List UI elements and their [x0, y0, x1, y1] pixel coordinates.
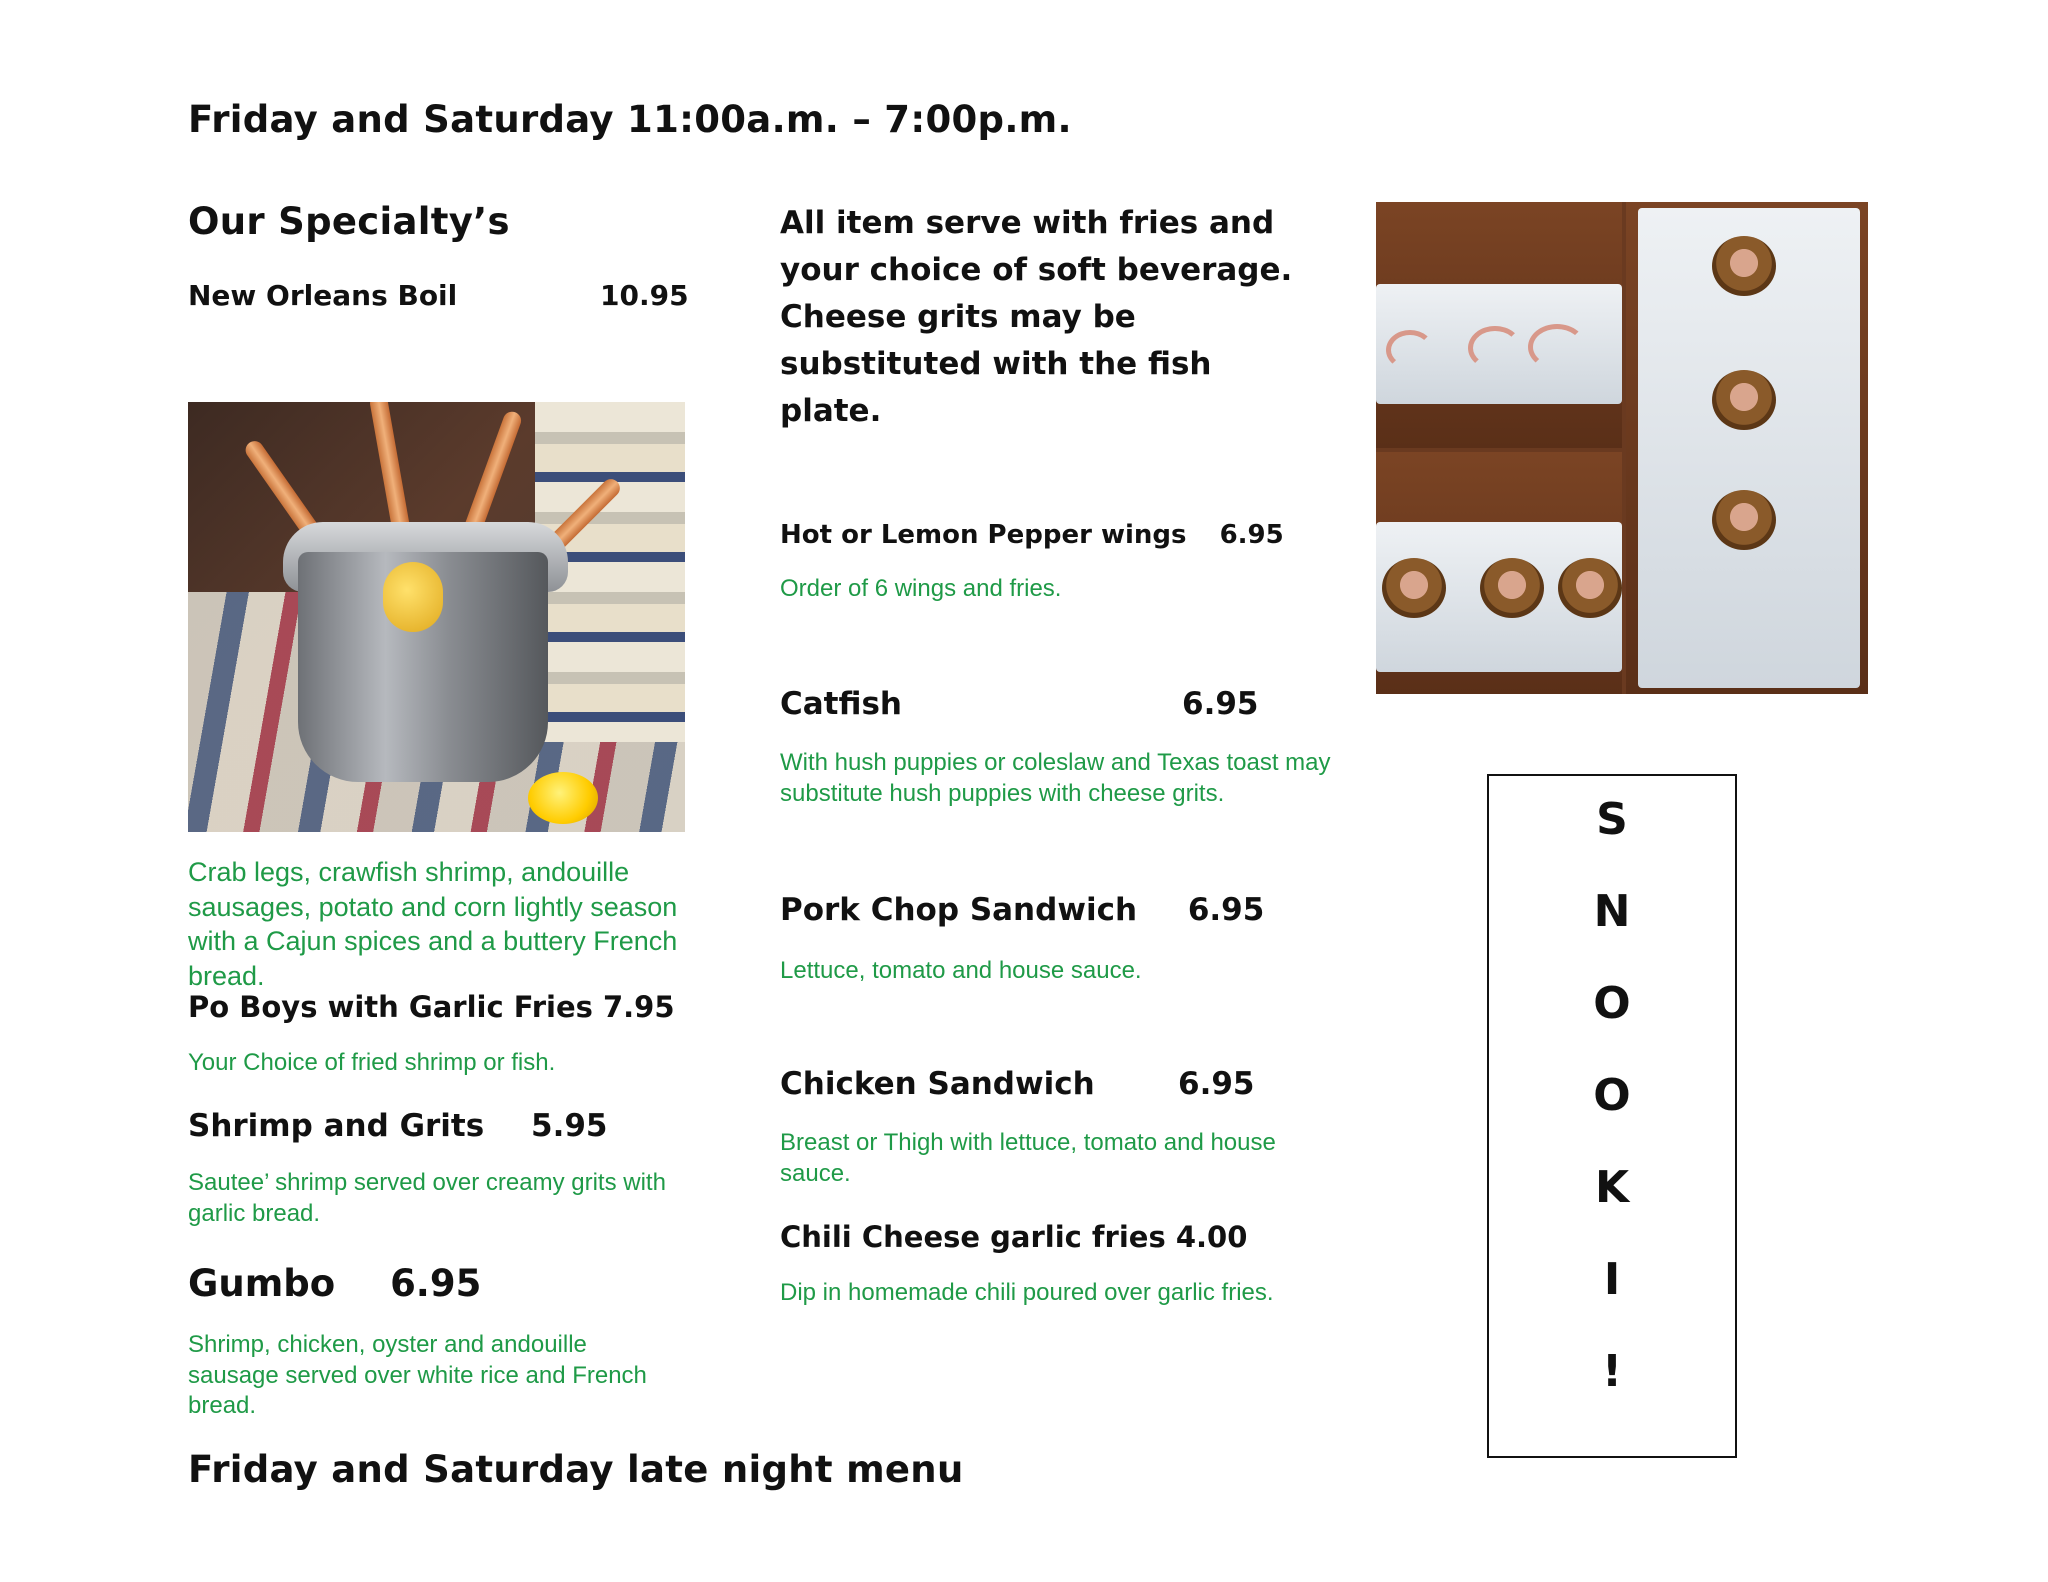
item-description: [780, 1128, 1276, 1189]
crab-cake-shape: [1480, 558, 1544, 618]
snooki-letter: O: [1593, 978, 1631, 1029]
item-description: Crab legs, crawfish shrimp, andouille sausages, potato and corn lightly season with a Cajun spices and a buttery French bread.: [188, 857, 678, 991]
menu-item-chili-cheese-fries: Chili Cheese garlic fries 4.00: [780, 1220, 1248, 1254]
note-line: Cheese grits may be: [780, 299, 1136, 335]
item-description: Your Choice of fried shrimp or fish.: [188, 1049, 556, 1076]
note-line: substituted with the fish: [780, 346, 1212, 382]
crab-cake-shape: [1712, 490, 1776, 550]
item-description: Lettuce, tomato and house sauce.: [780, 957, 1142, 984]
desc-line: substitute hush puppies with cheese grits.: [780, 779, 1225, 807]
butter-cup-shape: [528, 772, 598, 824]
item-name: Shrimp and Grits: [188, 1108, 485, 1144]
seafood-boil-photo: [188, 402, 685, 832]
item-description: Shrimp, chicken, oyster and andouille sausage served over white rice and French bread.: [188, 1331, 647, 1420]
menu-item-new-orleans-boil: [188, 279, 457, 312]
item-name: Hot or Lemon Pepper wings: [780, 520, 1187, 550]
item-name: Gumbo: [188, 1262, 336, 1305]
item-price: 6.95: [1187, 892, 1265, 928]
item-name: New Orleans Boil: [188, 279, 458, 312]
desc-line: sauce.: [780, 1159, 851, 1187]
snooki-letter: S: [1596, 794, 1628, 845]
note-line: your choice of soft beverage.: [780, 252, 1293, 288]
note-line: plate.: [780, 393, 882, 429]
serving-note: [780, 200, 1292, 435]
hours-heading: Friday and Saturday 11:00a.m. – 7:00p.m.: [188, 98, 1072, 141]
desc-line: With hush puppies or coleslaw and Texas toast may: [780, 749, 1331, 776]
menu-item-catfish: Catfish: [780, 686, 902, 722]
snooki-letter: O: [1593, 1070, 1631, 1121]
snooki-box: [1487, 774, 1737, 1458]
item-price: 6.95: [1182, 686, 1259, 722]
desc-line: Breast or Thigh with lettuce, tomato and house: [780, 1129, 1276, 1156]
menu-item-shrimp-and-grits: [188, 1108, 608, 1144]
crab-cake-shape: [1558, 558, 1622, 618]
sauce-swirl-shape: [1528, 324, 1586, 370]
snooki-letter: N: [1593, 886, 1631, 937]
crab-cake-shape: [1712, 370, 1776, 430]
item-price: 10.95: [600, 279, 689, 312]
menu-item-chicken-sandwich: Chicken Sandwich: [780, 1066, 1095, 1102]
item-price: 6.95: [1178, 1066, 1255, 1102]
note-line: All item serve with fries and: [780, 205, 1275, 241]
corn-shape: [383, 562, 443, 632]
snooki-letter: K: [1594, 1162, 1630, 1213]
snooki-letter: !: [1601, 1346, 1623, 1397]
item-price: 6.95: [1219, 520, 1284, 550]
menu-item-wings: [780, 520, 1284, 550]
item-description: Dip in homemade chili poured over garlic fries.: [780, 1279, 1274, 1306]
crab-cakes-photo: [1376, 202, 1868, 694]
sauce-swirl-shape: [1386, 330, 1434, 370]
late-night-heading: Friday and Saturday late night menu: [188, 1448, 964, 1491]
snooki-letter: I: [1603, 1254, 1621, 1305]
crab-cake-shape: [1382, 558, 1446, 618]
item-description: Sautee’ shrimp served over creamy grits with garlic bread.: [188, 1169, 666, 1227]
sauce-swirl-shape: [1468, 326, 1522, 370]
specialty-title: Our Specialty’s: [188, 200, 510, 243]
crab-cake-shape: [1712, 236, 1776, 296]
item-price: 5.95: [531, 1108, 608, 1144]
menu-item-gumbo: [188, 1262, 481, 1305]
item-price: 6.95: [390, 1262, 482, 1305]
item-description: [780, 748, 1331, 809]
item-description: Order of 6 wings and fries.: [780, 575, 1062, 602]
menu-item-pork-chop-sandwich: [780, 892, 1264, 928]
menu-item-po-boys: Po Boys with Garlic Fries 7.95: [188, 990, 675, 1024]
item-name: Pork Chop Sandwich: [780, 892, 1138, 928]
